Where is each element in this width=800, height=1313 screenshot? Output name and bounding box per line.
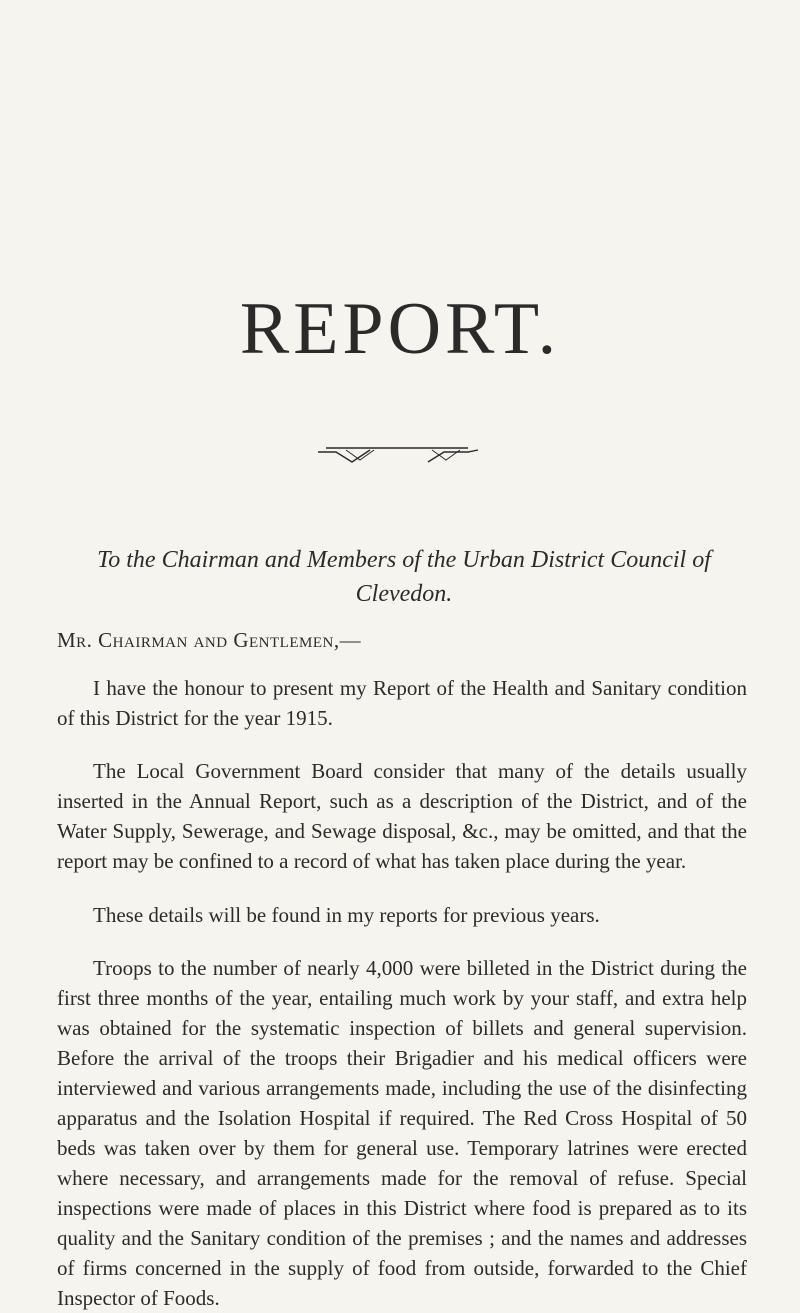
address-line: To the Chairman and Members of the Urban District Council of Clevedon.: [97, 547, 711, 607]
paragraph-2: [57, 756, 747, 876]
ornament-divider: [318, 440, 488, 470]
paragraph-text: The Local Government Board consider that many of the details usually inserted in the Annual Report, such as a description of the District, and of the Water Supply, Sewerage, and Sewage disposal, &c., may be omitted, and that the report may be confined to a record of what has taken place during the year.: [57, 759, 747, 873]
paragraph-1: [57, 673, 747, 733]
paragraph-4: [57, 953, 747, 1313]
paragraph-text: I have the honour to present my Report of the Health and Sanitary condition of this District for the year 1915.: [57, 676, 747, 730]
report-title: REPORT.: [239, 288, 561, 370]
paragraph-3: [57, 900, 747, 930]
paragraph-text: These details will be found in my reports for previous years.: [93, 903, 600, 927]
salutation: Mr. Chairman and Gentlemen,—: [57, 628, 362, 652]
paragraph-text: Troops to the number of nearly 4,000 were billeted in the District during the first three months of the year, entailing much work by your staff, and extra help was obtained for the systematic inspection of billets and general supervision. Before the arrival of the troops their Brigadier and his medical officers were interviewed and various arrangements made, including the use of the disinfecting apparatus and the Isolation Hospital if required. The Red Cross Hospital of 50 beds was taken over by them for general use. Temporary latrines were erected where necessary, and arrangements made for the removal of refuse. Special inspections were made of places in this District where food is prepared as to its quality and the Sanitary condition of the premises ; and the names and addresses of firms concerned in the supply of food from outside, forwarded to the Chief Inspector of Foods.: [57, 956, 747, 1310]
